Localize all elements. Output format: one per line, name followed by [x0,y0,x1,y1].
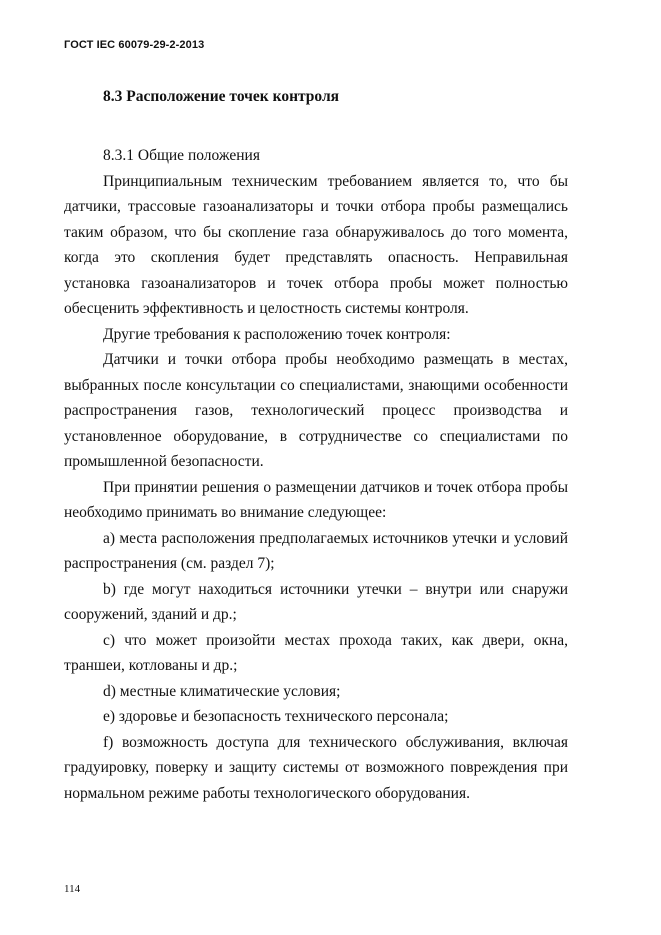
paragraph: Датчики и точки отбора пробы необходимо размещать в местах, выбранных после консультации со специалистами, знающими особенности распространения газов, технологический процесс производства и установленное оборудование, в сотрудничестве со специалистами по промышленной безопасности. [64,351,568,470]
paragraph: При принятии решения о размещении датчиков и точек отбора пробы необходимо принимать во внимание следующее: [64,478,568,521]
list-item: d) местные климатические условия; [103,682,341,700]
list-item: f) возможность доступа для технического обслуживания, включая градуировку, поверку и защиту системы от возможного повреждения при нормальном режиме работы технологического оборудования. [64,733,568,802]
list-item: e) здоровье и безопасность технического персонала; [103,708,449,725]
section-title: 8.3 Расположение точек контроля [103,88,340,105]
paragraph: Другие требования к расположению точек контроля: [103,325,451,343]
page-number: 114 [64,883,81,895]
list-item: b) где могут находиться источники утечки – внутри или снаружи сооружений, зданий и др.; [64,580,568,623]
list-item: c) что может произойти местах прохода таких, как двери, окна, траншеи, котлованы и др.; [64,631,568,674]
paragraph: Принципиальным техническим требованием является то, что бы датчики, трассовые газоанализаторы и точки отбора пробы размещались таким образом, что бы скопление газа обнаруживалось до того момента, когда это скопления будет представлять опасность. Неправильная установка газоанализаторов и точек отбора пробы может полностью обесценить эффективность и целостность системы контроля. [64,172,568,317]
body-text [64,143,568,806]
subsection-heading: 8.3.1 Общие положения [103,147,260,164]
standard-header: ГОСТ IEC 60079-29-2-2013 [64,39,205,51]
list-item: a) места расположения предполагаемых источников утечки и условий распространения (см. раздел 7); [64,529,568,572]
